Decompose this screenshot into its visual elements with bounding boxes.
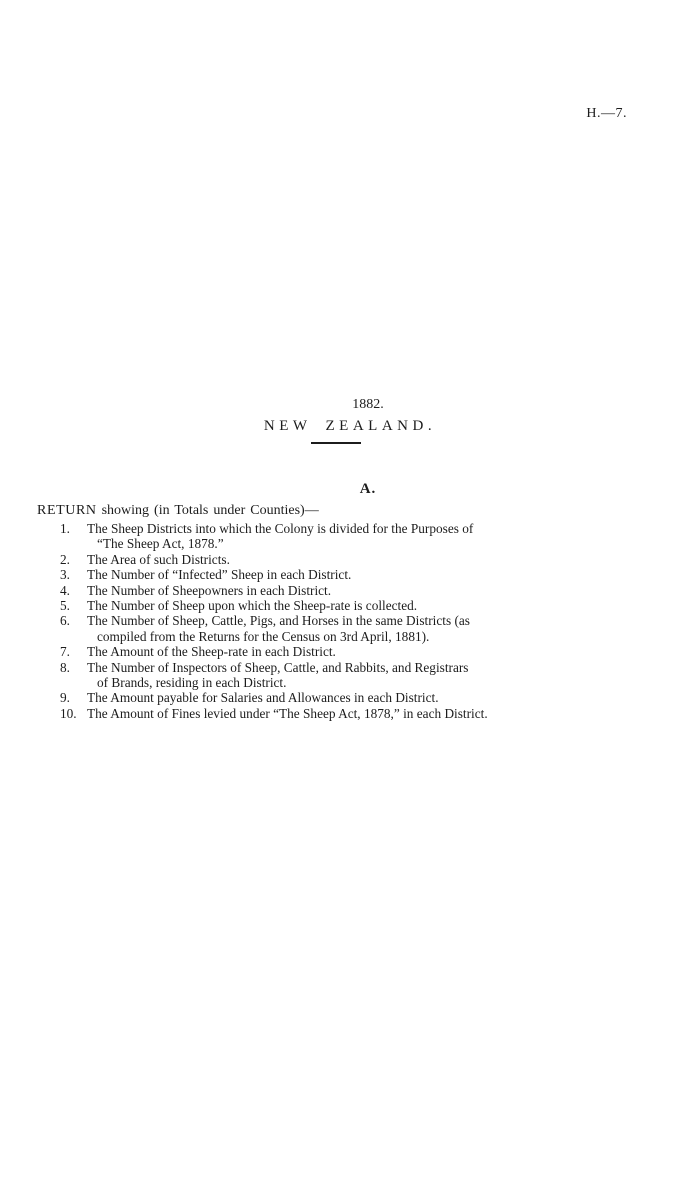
list-item-continuation: of Brands, residing in each District. bbox=[97, 675, 287, 691]
list-item bbox=[60, 613, 626, 644]
list-item-number: 9. bbox=[60, 690, 70, 706]
document-year: 1882. bbox=[352, 397, 384, 412]
list-item-number: 3. bbox=[60, 567, 70, 583]
list-item-continuation: compiled from the Returns for the Census on 3rd April, 1881). bbox=[97, 628, 430, 644]
return-items-list bbox=[60, 521, 626, 721]
page-reference: H.—7. bbox=[586, 106, 627, 121]
list-item-text: The Amount of the Sheep-rate in each District. bbox=[87, 644, 336, 660]
list-item-number: 4. bbox=[60, 582, 70, 598]
list-item bbox=[60, 644, 626, 660]
list-item bbox=[60, 705, 626, 721]
return-heading-lead: RETURN bbox=[37, 503, 97, 518]
list-item-number: 8. bbox=[60, 659, 70, 675]
list-item bbox=[60, 521, 626, 552]
list-item-text: The Number of Inspectors of Sheep, Cattle, and Rabbits, and Registrars bbox=[87, 659, 469, 675]
list-item-number: 1. bbox=[60, 521, 70, 536]
list-item-number: 5. bbox=[60, 598, 70, 614]
list-item-number: 10. bbox=[60, 705, 77, 721]
list-item-text: The Number of Sheepowners in each District. bbox=[87, 582, 332, 598]
title-rule-divider bbox=[311, 442, 361, 444]
appendix-letter: A. bbox=[359, 481, 377, 497]
return-heading-rest: showing (in Totals under Counties)— bbox=[96, 503, 319, 518]
return-heading bbox=[37, 503, 319, 519]
list-item-number: 6. bbox=[60, 613, 70, 629]
list-item bbox=[60, 690, 626, 706]
list-item-text: The Amount of Fines levied under “The Sheep Act, 1878,” in each District. bbox=[87, 705, 488, 721]
list-item-number: 2. bbox=[60, 551, 70, 567]
list-item bbox=[60, 659, 626, 691]
list-item-text: The Number of Sheep, Cattle, Pigs, and Horses in the same Districts (as bbox=[87, 613, 470, 629]
list-item bbox=[60, 582, 626, 598]
list-item-text: The Amount payable for Salaries and Allowances in each District. bbox=[87, 690, 439, 706]
list-item bbox=[60, 598, 626, 614]
list-item-text: The Number of Sheep upon which the Sheep-rate is collected. bbox=[87, 598, 418, 614]
list-item-number: 7. bbox=[60, 644, 70, 660]
list-item-text: The Sheep Districts into which the Colony is divided for the Purposes of bbox=[87, 521, 474, 536]
list-item-continuation: “The Sheep Act, 1878.” bbox=[97, 536, 224, 552]
list-item-text: The Number of “Infected” Sheep in each District. bbox=[87, 567, 352, 583]
list-item-text: The Area of such Districts. bbox=[87, 551, 230, 567]
list-item bbox=[60, 551, 626, 567]
document-country-title: NEW ZEALAND. bbox=[263, 418, 437, 434]
list-item bbox=[60, 567, 626, 583]
